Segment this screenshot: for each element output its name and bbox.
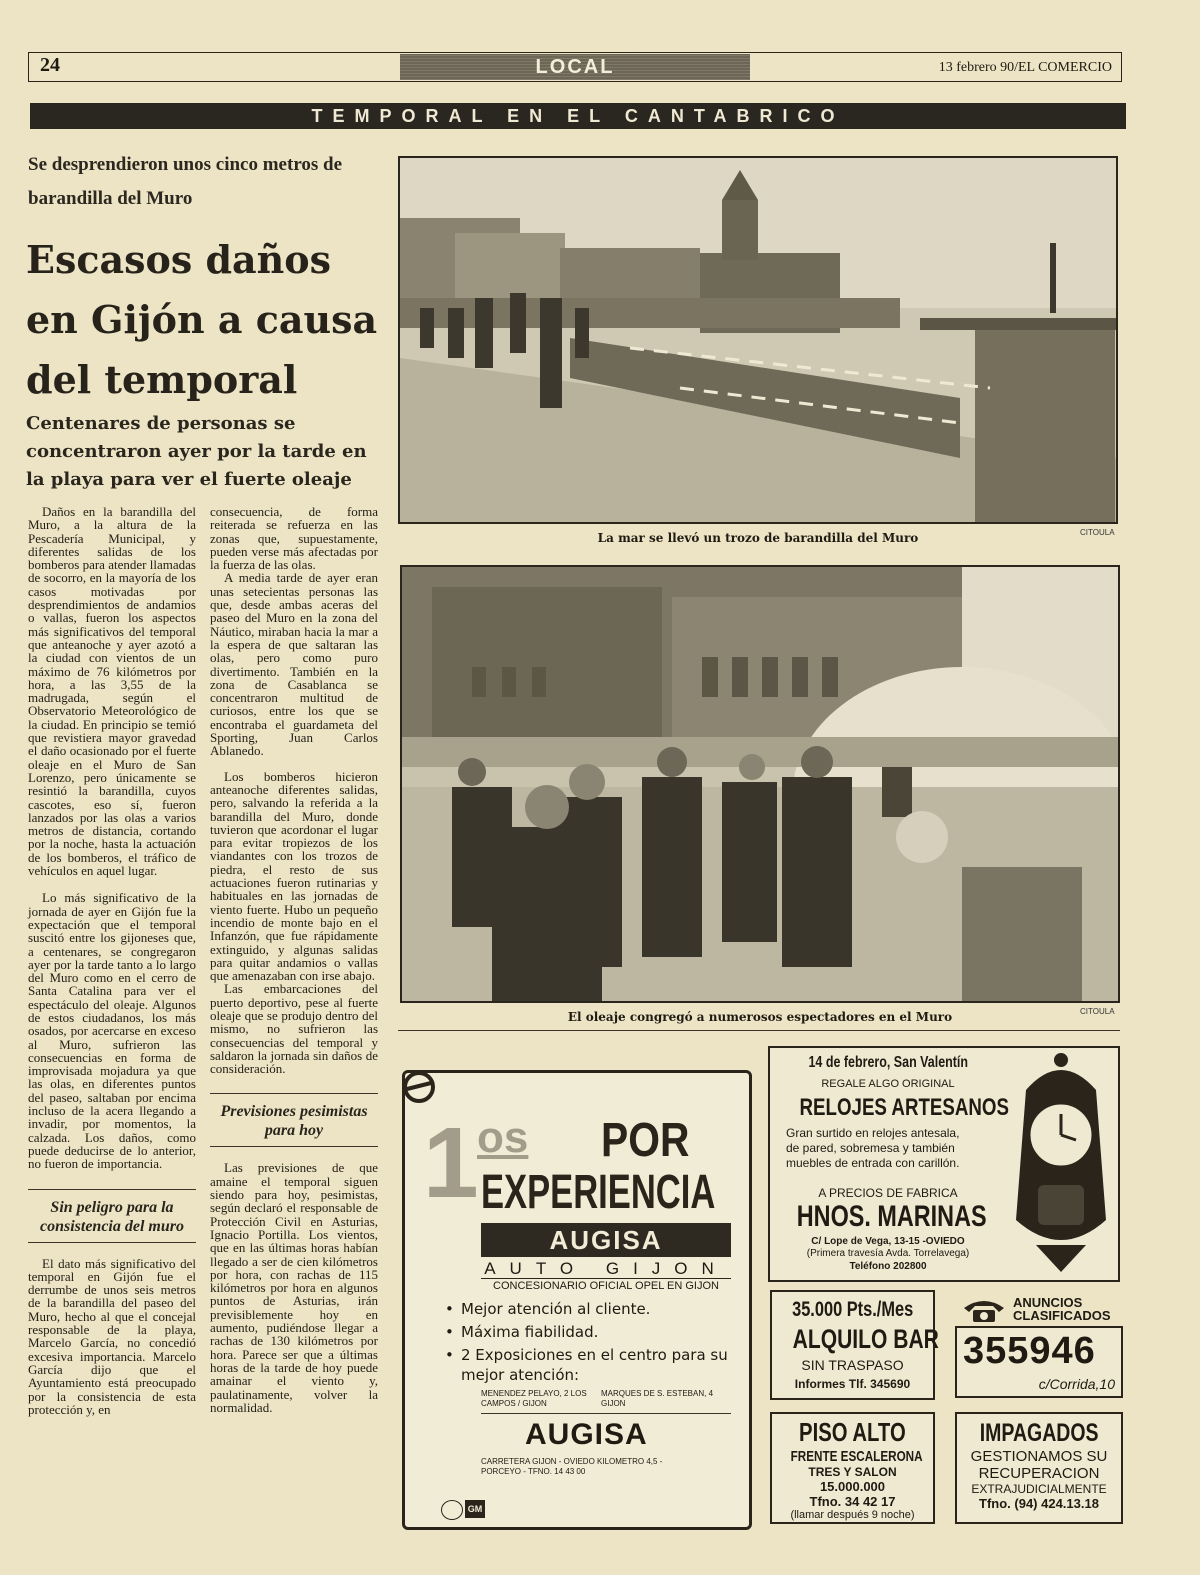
photo-barandilla [398,156,1118,524]
ad-piso-note: (llamar después 9 noche) [790,1509,915,1521]
ad-relojes-desc: Gran surtido en relojes antesala, de pared, sobremesa y también muebles de entrada con carillón. [786,1126,960,1170]
subhead-sin-peligro: Sin peligro para la consistencia del muro [28,1189,196,1243]
ad-impagados-line3: EXTRAJUDICIALMENTE [971,1482,1107,1496]
photo-espectadores-credit: CITOULA [1080,1007,1115,1016]
article-column-2 [210,505,378,1414]
ad-bar-info: Informes Tlf. 345690 [794,1377,911,1391]
paragraph: consecuencia, de forma reiterada se refuerza en las zonas que, supuestamente, pueden verse más afectadas por la fuerza de las olas. [210,504,378,573]
ad-relojes-phone: Teléfono 202800 [849,1261,927,1272]
ad-impagados-line2: RECUPERACION [978,1465,1100,1482]
ad-alquilo-bar [770,1290,939,1400]
ad-relojes [768,1046,1120,1282]
opel-logo-icon [399,1067,439,1107]
article-headline: Escasos daños en Gijón a causa del temporal [26,237,378,402]
ad-relojes-travesia: (Primera travesía Avda. Torrelavega) [806,1248,970,1259]
ad-impagados-phone: Tfno. (94) 424.13.18 [979,1496,1099,1511]
photo-espectadores-caption: El oleaje congregó a numerosos espectadores en el Muro [567,1010,953,1024]
ad-augisa-rule [481,1413,731,1414]
paragraph: Lo más significativo de la jornada de ayer en Gijón fue la expectación que el temporal suscitó entre los gijoneses que, a centenares, se congregaron ayer por la tarde tanto a lo largo del Muro como en el cerro de Santa Catalina para ver el espectáculo del oleaje. Algunos de estos ciudadanos, los más osados, por acercarse en exceso al Muro, sufrieron las consecuencias en forma de improvisada mojadura ya que las olas, en diferentes puntos del paseo, saltaban por encima incluso de la acera llegando a invadir, por momentos, la calzada. Los daños, como puede deducirse de lo anterior, no fueron de importancia. [28,890,196,1172]
ad-clasificados [955,1296,1125,1400]
ad-clasificados-title: ANUNCIOS CLASIFICADOS [1013,1295,1111,1323]
photo-barandilla-image [400,158,1116,522]
ad-augisa-por: POR [601,1114,690,1167]
ad-augisa-brand: AUGISA [481,1223,731,1257]
ad-augisa-superscript: os [477,1113,529,1162]
ad-bar-title: ALQUILO BAR [792,1324,939,1354]
ad-relojes-brand: HNOS. MARINAS [796,1200,987,1233]
paragraph: Las previsiones de que amaine el temporal siguen siendo para hoy, pesimistas, según declaró el responsable de Protección Civil en Asturias, Ignacio Portilla. Los vientos, que en las últimas horas habían llegado a ser de cien kilómetros por hora, con rachas de 115 kilómetros por hora en algunos puntos de Asturias, irán previsiblemente hoy en aumento, pudiéndose llegar a rachas de 130 kilómetros por hora. Parece ser que a últimas horas de la tarde de hoy puede amainar el viento y, paulatinamente, volver la normalidad. [210,1160,378,1415]
paragraph: Los bomberos hicieron anteanoche diferentes salidas, pero, salvando la referida a la barandilla del Muro, donde tuvieron que acordonar el lugar para evitar tropiezos de los viandantes con los trozos de piedra, el resto de sus actuaciones fueron rutinarias y habituales en las jornadas de viento fuerte. Hubo un pequeño incendio de monte bajo en el Infanzón, que fue rápidamente extinguido, y algunas salidas para quitar andamios o vallas que amenazaban con irse abajo. [210,768,378,984]
ad-augisa-bullet: • Mejor atención al cliente. [445,1300,651,1318]
photo-espectadores-image [402,567,1118,1001]
ad-piso-alto [770,1412,935,1524]
ad-augisa-address-3: CARRETERA GIJON - OVIEDO KILOMETRO 4,5 - PORCEYO - TFNO. 14 43 00 [481,1457,663,1476]
ad-augisa-bullet: • 2 Exposiciones en el centro para su mejor atención: [445,1346,728,1384]
clock-icon [1006,1050,1116,1278]
ad-piso-line1: FRENTE ESCALERONA [790,1448,923,1465]
photo-espectadores [400,565,1120,1003]
paragraph: A media tarde de ayer eran unas setecientas personas las que, desde ambas aceras del paseo del Muro en la zona del Náutico, miraban hacia la mar a la espera de que saltaran las olas, pero como puro divertimento. También en la zona de Casablanca se concentraron multitud de curiosos, entre los que se encontraba el guardameta del Sporting, Juan Carlos Ablanedo. [210,570,378,759]
paragraph: El dato más significativo del temporal en Gijón fue el derrumbe de unos seis metros de la barandilla del paseo del Muro, hecho al que el concejal responsable de la playa, Marcelo García, no concedió excesiva importancia. Marcelo García dijo que el Ayuntamiento está preocupado por la consistencia de esta protección y, en [28,1255,196,1417]
article-deck: Centenares de personas se concentraron ayer por la tarde en la playa para ver el fuerte oleaje [26,413,367,490]
paragraph: Las embarcaciones del puerto deportivo, pese al fuerte oleaje que se produjo dentro del mismo, no sufrieron las consecuencias del temporal y saldaron la jornada sin daños de consideración. [210,981,378,1077]
ad-impagados-title: IMPAGADOS [979,1419,1099,1447]
ad-augisa-address-1: MENENDEZ PELAYO, 2 LOS CAMPOS / GIJON [481,1389,587,1408]
photo-barandilla-caption: La mar se llevó un trozo de barandilla del Muro [597,531,919,545]
ad-piso-line2: TRES Y SALON [808,1465,897,1479]
ad-augisa-bullet: • Máxima fiabilidad. [445,1323,599,1341]
article-kicker: Se desprendieron unos cinco metros de barandilla del Muro [28,154,343,209]
ad-relojes-address: C/ Lope de Vega, 13-15 -OVIEDO [811,1236,965,1247]
section-label: LOCAL [400,54,750,80]
ad-relojes-title: RELOJES ARTESANOS [799,1094,1009,1121]
ad-clasificados-street: c/Corrida,10 [1038,1376,1115,1392]
ad-augisa-auto: AUTO GIJON [484,1259,728,1278]
ad-clasificados-number-box [955,1326,1123,1398]
page-number: 24 [40,54,60,76]
ad-augisa [402,1070,752,1530]
ad-piso-title: PISO ALTO [799,1417,906,1447]
ad-impagados [955,1412,1123,1524]
ad-relojes-line2: REGALE ALGO ORIGINAL [821,1078,955,1090]
ad-augisa-concesionario: CONCESIONARIO OFICIAL OPEL EN GIJON [481,1278,731,1292]
subhead-previsiones: Previsiones pesimistas para hoy [210,1093,378,1147]
ad-augisa-number: 1 [423,1107,479,1219]
ad-augisa-brand-2: AUGISA [525,1418,648,1451]
ad-piso-price: 15.000.000 [819,1479,886,1494]
ad-augisa-address-2: MARQUES DE S. ESTEBAN, 4 GIJON [601,1389,714,1408]
opel-small-icon [441,1500,463,1520]
gm-logo-icon: GM [465,1500,485,1518]
ad-bar-price: 35.000 Pts./Mes [791,1298,914,1321]
section-banner: TEMPORAL EN EL CANTABRICO [30,103,1126,129]
ad-impagados-line1: GESTIONAMOS SU [970,1448,1108,1465]
ad-bar-sub: SIN TRASPASO [801,1357,904,1373]
ad-piso-phone: Tfno. 34 42 17 [809,1494,896,1509]
ad-relojes-precios: A PRECIOS DE FABRICA [818,1186,958,1200]
ad-relojes-line1: 14 de febrero, San Valentín [808,1054,968,1071]
article-column-1 [28,505,196,1416]
date-line: 13 febrero 90/EL COMERCIO [938,60,1112,75]
paragraph: Daños en la barandilla del Muro, a la altura de la Pescadería Municipal, y diferentes salidas de los bomberos para atender llamadas de socorro, en la mayoría de los casos motivadas por desprendimientos de andamios o vallas, fueron los aspectos más significativos del temporal que anteanoche y ayer azotó a la ciudad con vientos de un máximo de 76 kilómetros por hora, a las 3,55 de la madrugada, según el Observatorio Meteorológico de la ciudad. En principio se temió que revistiera mayor gravedad el daño ocasionado por el fuerte oleaje en el Muro de San Lorenzo, pero únicamente se resintió la barandilla, cuyos cascotes, eso sí, fueron lanzados por las olas a varios metros de distancia, cortando por la noche, hasta la actuación de los bomberos, el tráfico de vehículos en aquel lugar. [28,504,196,879]
ad-augisa-experiencia: EXPERIENCIA [481,1166,716,1219]
telephone-icon [959,1296,1009,1324]
photo-barandilla-credit: CITOULA [1080,528,1115,537]
ad-clasificados-number: 355946 [963,1330,1096,1372]
ad-divider [398,1030,1120,1031]
